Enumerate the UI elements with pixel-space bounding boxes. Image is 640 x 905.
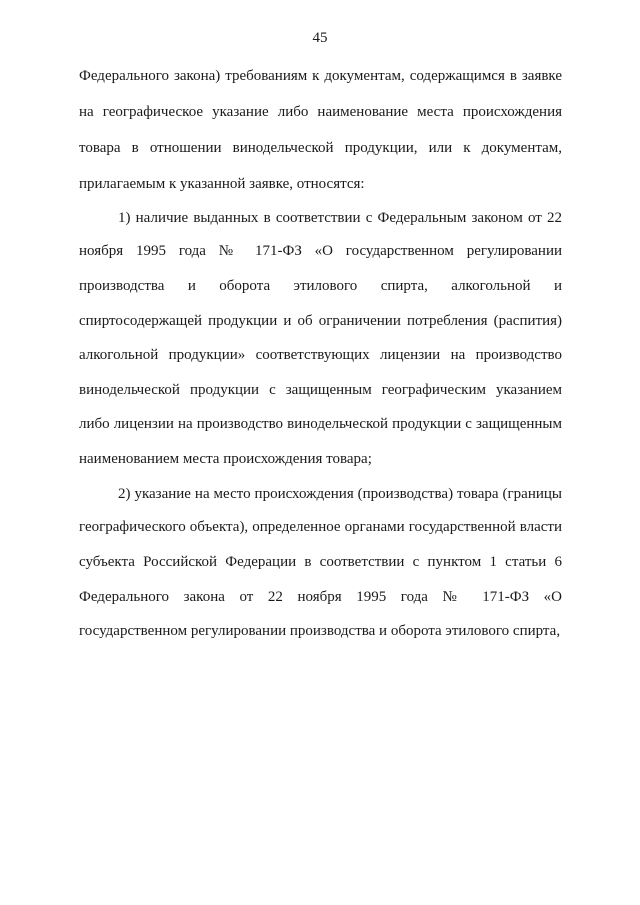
text-line: наименованием места происхождения товара; (79, 451, 372, 467)
text-line: Федерального закона от 22 ноября 1995 года № 171-ФЗ «О (79, 589, 562, 605)
text-line: винодельческой продукции с защищенным географическим указанием (79, 382, 562, 398)
text-line: географического объекта), определенное органами государственной власти (79, 519, 562, 535)
text-line: производства и оборота этилового спирта, алкогольной и (79, 278, 562, 294)
text-line: субъекта Российской Федерации в соответствии с пунктом 1 статьи 6 (79, 554, 562, 570)
page-number: 45 (312, 30, 328, 46)
text-line: 2) указание на место происхождения (производства) товара (границы (118, 486, 562, 502)
text-line: спиртосодержащей продукции и об ограничении потребления (распития) (79, 313, 562, 329)
text-line: Федерального закона) требованиям к документам, содержащимся в заявке (79, 68, 562, 84)
text-line: товара в отношении винодельческой продукции, или к документам, (79, 140, 562, 156)
text-line: государственном регулировании производства и оборота этилового спирта, (79, 623, 561, 639)
text-line: на географическое указание либо наименование места происхождения (79, 104, 562, 120)
text-line: алкогольной продукции» соответствующих лицензии на производство (79, 347, 562, 363)
text-line: 1) наличие выданных в соответствии с Федеральным законом от 22 (118, 210, 562, 226)
text-line: либо лицензии на производство винодельческой продукции с защищенным (79, 416, 562, 432)
text-line: прилагаемым к указанной заявке, относятся: (79, 176, 365, 192)
text-line: ноября 1995 года № 171-ФЗ «О государственном регулировании (79, 243, 562, 259)
